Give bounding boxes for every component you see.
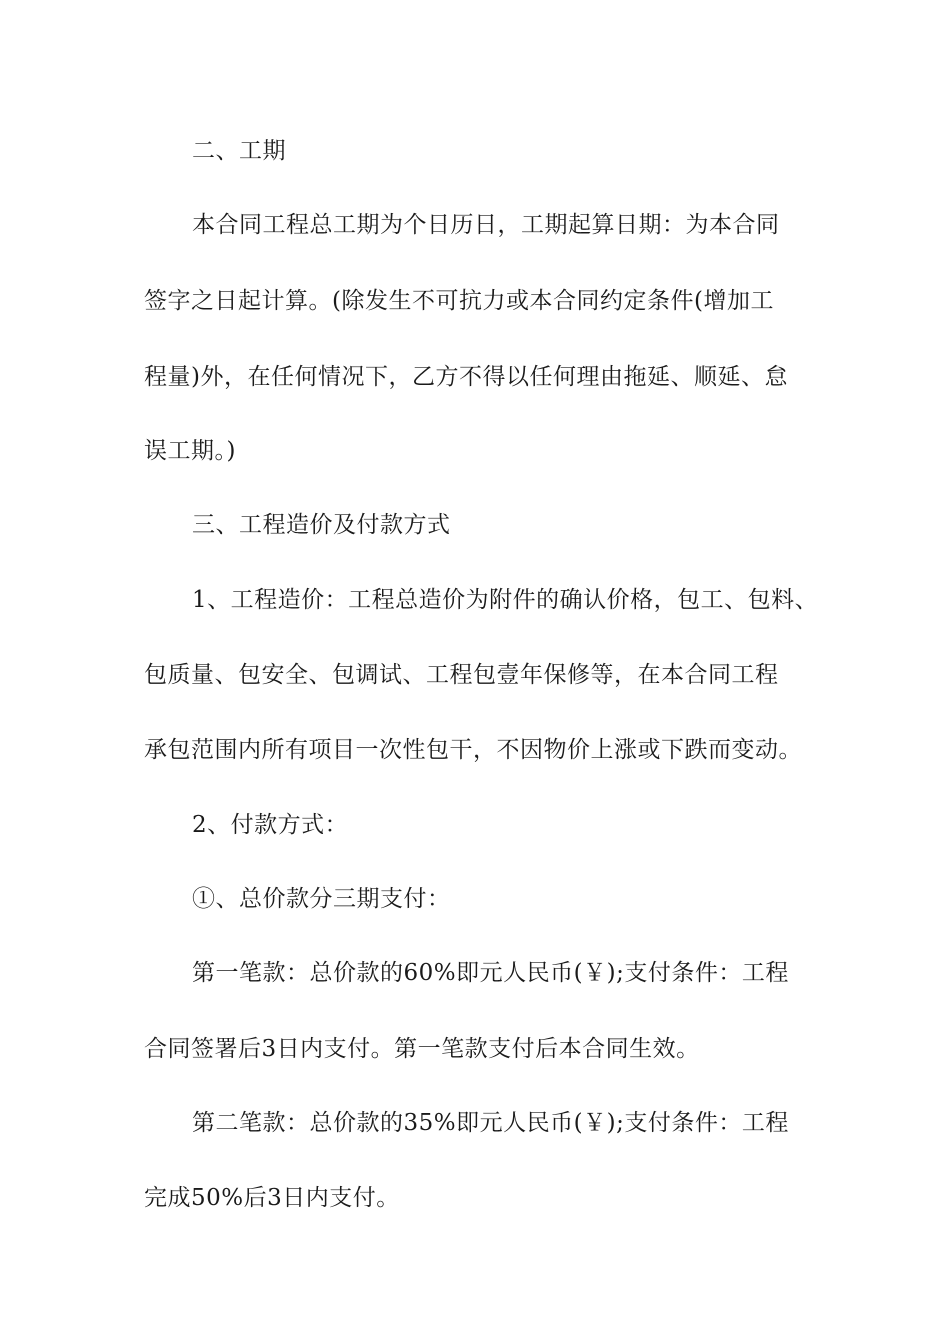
paragraph-line: 包质量、包安全、包调试、工程包壹年保修等，在本合同工程 [144, 662, 779, 688]
paragraph-line: 完成50%后3日内支付。 [144, 1185, 400, 1211]
paragraph-line: 1、工程造价：工程总造价为附件的确认价格，包工、包料、 [192, 587, 819, 613]
paragraph-line: 合同签署后3日内支付。第一笔款支付后本合同生效。 [144, 1036, 700, 1062]
paragraph-line: 本合同工程总工期为个日历日，工期起算日期：为本合同 [192, 212, 780, 238]
paragraph-line: 第二笔款：总价款的35%即元人民币(￥);支付条件：工程 [192, 1110, 789, 1136]
paragraph-line: 第一笔款：总价款的60%即元人民币(￥);支付条件：工程 [192, 960, 789, 986]
section-heading-price-payment: 三、工程造价及付款方式 [192, 512, 451, 538]
paragraph-line: 签字之日起计算。(除发生不可抗力或本合同约定条件(增加工 [144, 288, 774, 314]
paragraph-line: 误工期。) [144, 438, 236, 464]
paragraph-line: 2、付款方式： [192, 812, 349, 838]
section-heading-schedule: 二、工期 [192, 138, 286, 164]
paragraph-line: 程量)外，在任何情况下，乙方不得以任何理由拖延、顺延、怠 [144, 364, 788, 390]
paragraph-line: ①、总价款分三期支付： [192, 886, 451, 912]
paragraph-line: 承包范围内所有项目一次性包干，不因物价上涨或下跌而变动。 [144, 737, 802, 763]
